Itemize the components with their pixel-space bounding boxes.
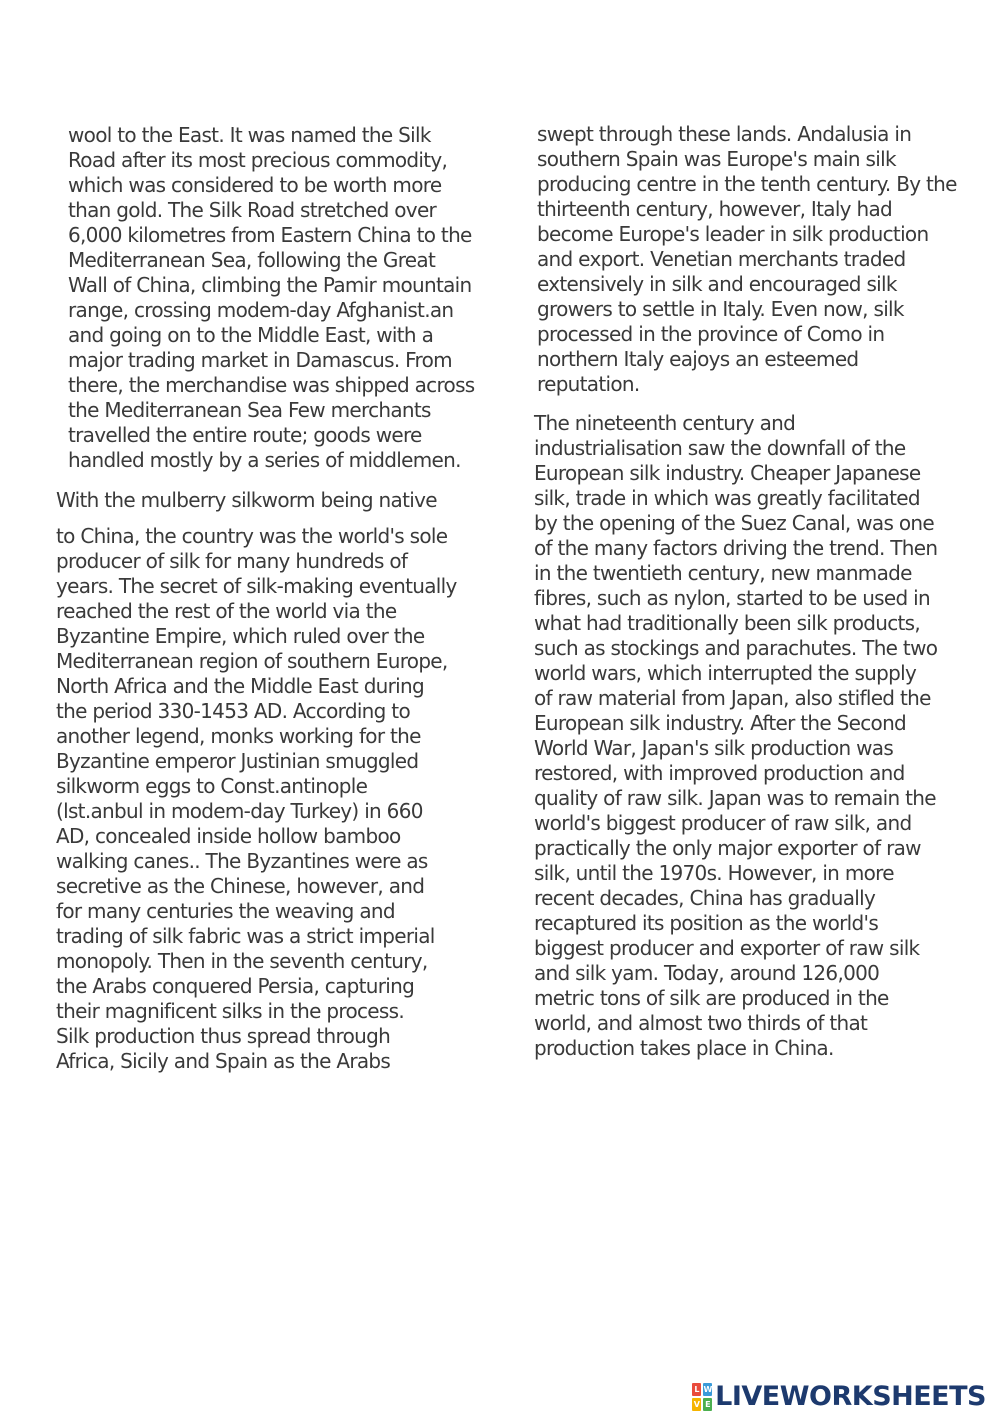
text-line: production takes place in China. <box>534 1036 834 1060</box>
text-line: major trading market in Damascus. From <box>68 348 452 372</box>
text-line: reached the rest of the world via the <box>56 599 397 623</box>
text-line: world's biggest producer of raw silk, and <box>534 811 912 835</box>
text-line: Mediterranean region of southern Europe, <box>56 649 448 673</box>
text-line: handled mostly by a series of middlemen. <box>68 448 461 472</box>
text-line: AD, concealed inside hollow bamboo <box>56 824 401 848</box>
text-line: northern Italy eajoys an esteemed <box>537 347 859 371</box>
text-line: of the many factors driving the trend. Then <box>534 536 938 560</box>
text-line: metric tons of silk are produced in the <box>534 986 889 1010</box>
text-line: biggest producer and exporter of raw silk <box>534 936 920 960</box>
text-line: North Africa and the Middle East during <box>56 674 425 698</box>
text-line: for many centuries the weaving and <box>56 899 395 923</box>
left-column-paragraph-start <box>56 488 437 513</box>
text-line: Road after its most precious commodity, <box>68 148 448 172</box>
text-line: to China, the country was the world's sole <box>56 524 448 548</box>
text-line: of raw material from Japan, also stifled the <box>534 686 931 710</box>
logo-text: LIVEWORKSHEETS <box>715 1381 986 1412</box>
text-line: world, and almost two thirds of that <box>534 1011 868 1035</box>
text-line: range, crossing modem-day Afghanist.an <box>68 298 454 322</box>
text-line: quality of raw silk. Japan was to remain the <box>534 786 936 810</box>
text-line: years. The secret of silk-making eventually <box>56 574 457 598</box>
text-line: become Europe's leader in silk production <box>537 222 929 246</box>
text-line: and silk yam. Today, around 126,000 <box>534 961 880 985</box>
text-line: by the opening of the Suez Canal, was one <box>534 511 934 535</box>
text-line: recent decades, China has gradually <box>534 886 876 910</box>
left-column-top-text <box>68 123 475 473</box>
text-line: the period 330-1453 AD. According to <box>56 699 410 723</box>
text-line: the Mediterranean Sea Few merchants <box>68 398 431 422</box>
right-column-top-text <box>537 122 957 397</box>
text-line: Byzantine Empire, which ruled over the <box>56 624 425 648</box>
left-column-bottom-text <box>56 524 457 1074</box>
text-line: which was considered to be worth more <box>68 173 442 197</box>
text-line: fibres, such as nylon, started to be used in <box>534 586 930 610</box>
right-column-bottom-text <box>534 411 937 1061</box>
text-line: their magnificent silks in the process. <box>56 999 404 1023</box>
text-line: extensively in silk and encouraged silk <box>537 272 897 296</box>
text-line: silkworm eggs to Const.antinople <box>56 774 368 798</box>
text-line: travelled the entire route; goods were <box>68 423 422 447</box>
text-line: in the twentieth century, new manmade <box>534 561 912 585</box>
text-line: Africa, Sicily and Spain as the Arabs <box>56 1049 391 1073</box>
text-line: swept through these lands. Andalusia in <box>537 122 912 146</box>
text-line: monopoly. Then in the seventh century, <box>56 949 428 973</box>
text-line: the Arabs conquered Persia, capturing <box>56 974 415 998</box>
liveworksheets-logo[interactable] <box>692 1381 986 1412</box>
text-line: wool to the East. It was named the Silk <box>68 123 431 147</box>
logo-mark-letter: L <box>692 1383 701 1396</box>
logo-mark-letter: E <box>703 1398 712 1411</box>
text-line: practically the only major exporter of raw <box>534 836 921 860</box>
logo-icon <box>692 1383 712 1411</box>
text-line: silk, until the 1970s. However, in more <box>534 861 894 885</box>
text-line: and going on to the Middle East, with a <box>68 323 434 347</box>
text-line: Wall of China, climbing the Pamir mountain <box>68 273 472 297</box>
text-line: European silk industry. Cheaper Japanese <box>534 461 921 485</box>
text-line: Mediterranean Sea, following the Great <box>68 248 436 272</box>
text-line: With the mulberry silkworm being native <box>56 488 437 512</box>
text-line: thirteenth century, however, Italy had <box>537 197 892 221</box>
text-line: there, the merchandise was shipped across <box>68 373 475 397</box>
text-line: World War, Japan's silk production was <box>534 736 894 760</box>
text-line: another legend, monks working for the <box>56 724 421 748</box>
text-line: recaptured its position as the world's <box>534 911 879 935</box>
text-line: silk, trade in which was greatly facilitated <box>534 486 920 510</box>
text-line: The nineteenth century and <box>534 411 796 435</box>
text-line: growers to settle in Italy. Even now, silk <box>537 297 904 321</box>
text-line: world wars, which interrupted the supply <box>534 661 917 685</box>
logo-mark-letter: W <box>703 1384 712 1394</box>
text-line: and export. Venetian merchants traded <box>537 247 906 271</box>
text-line: southern Spain was Europe's main silk <box>537 147 896 171</box>
text-line: what had traditionally been silk products, <box>534 611 921 635</box>
text-line: European silk industry. After the Second <box>534 711 907 735</box>
text-line: than gold. The Silk Road stretched over <box>68 198 437 222</box>
text-line: 6,000 kilometres from Eastern China to the <box>68 223 472 247</box>
text-line: secretive as the Chinese, however, and <box>56 874 425 898</box>
logo-mark-letter: V <box>693 1399 700 1409</box>
text-line: trading of silk fabric was a strict imperial <box>56 924 435 948</box>
text-line: Silk production thus spread through <box>56 1024 391 1048</box>
text-line: producer of silk for many hundreds of <box>56 549 408 573</box>
text-line: walking canes.. The Byzantines were as <box>56 849 428 873</box>
text-line: processed in the province of Como in <box>537 322 885 346</box>
text-line: producing centre in the tenth century. By the <box>537 172 957 196</box>
text-line: reputation. <box>537 372 640 396</box>
text-line: industrialisation saw the downfall of the <box>534 436 906 460</box>
text-line: such as stockings and parachutes. The two <box>534 636 938 660</box>
text-line: (lst.anbul in modem-day Turkey) in 660 <box>56 799 423 823</box>
text-line: Byzantine emperor Justinian smuggled <box>56 749 419 773</box>
text-line: restored, with improved production and <box>534 761 905 785</box>
